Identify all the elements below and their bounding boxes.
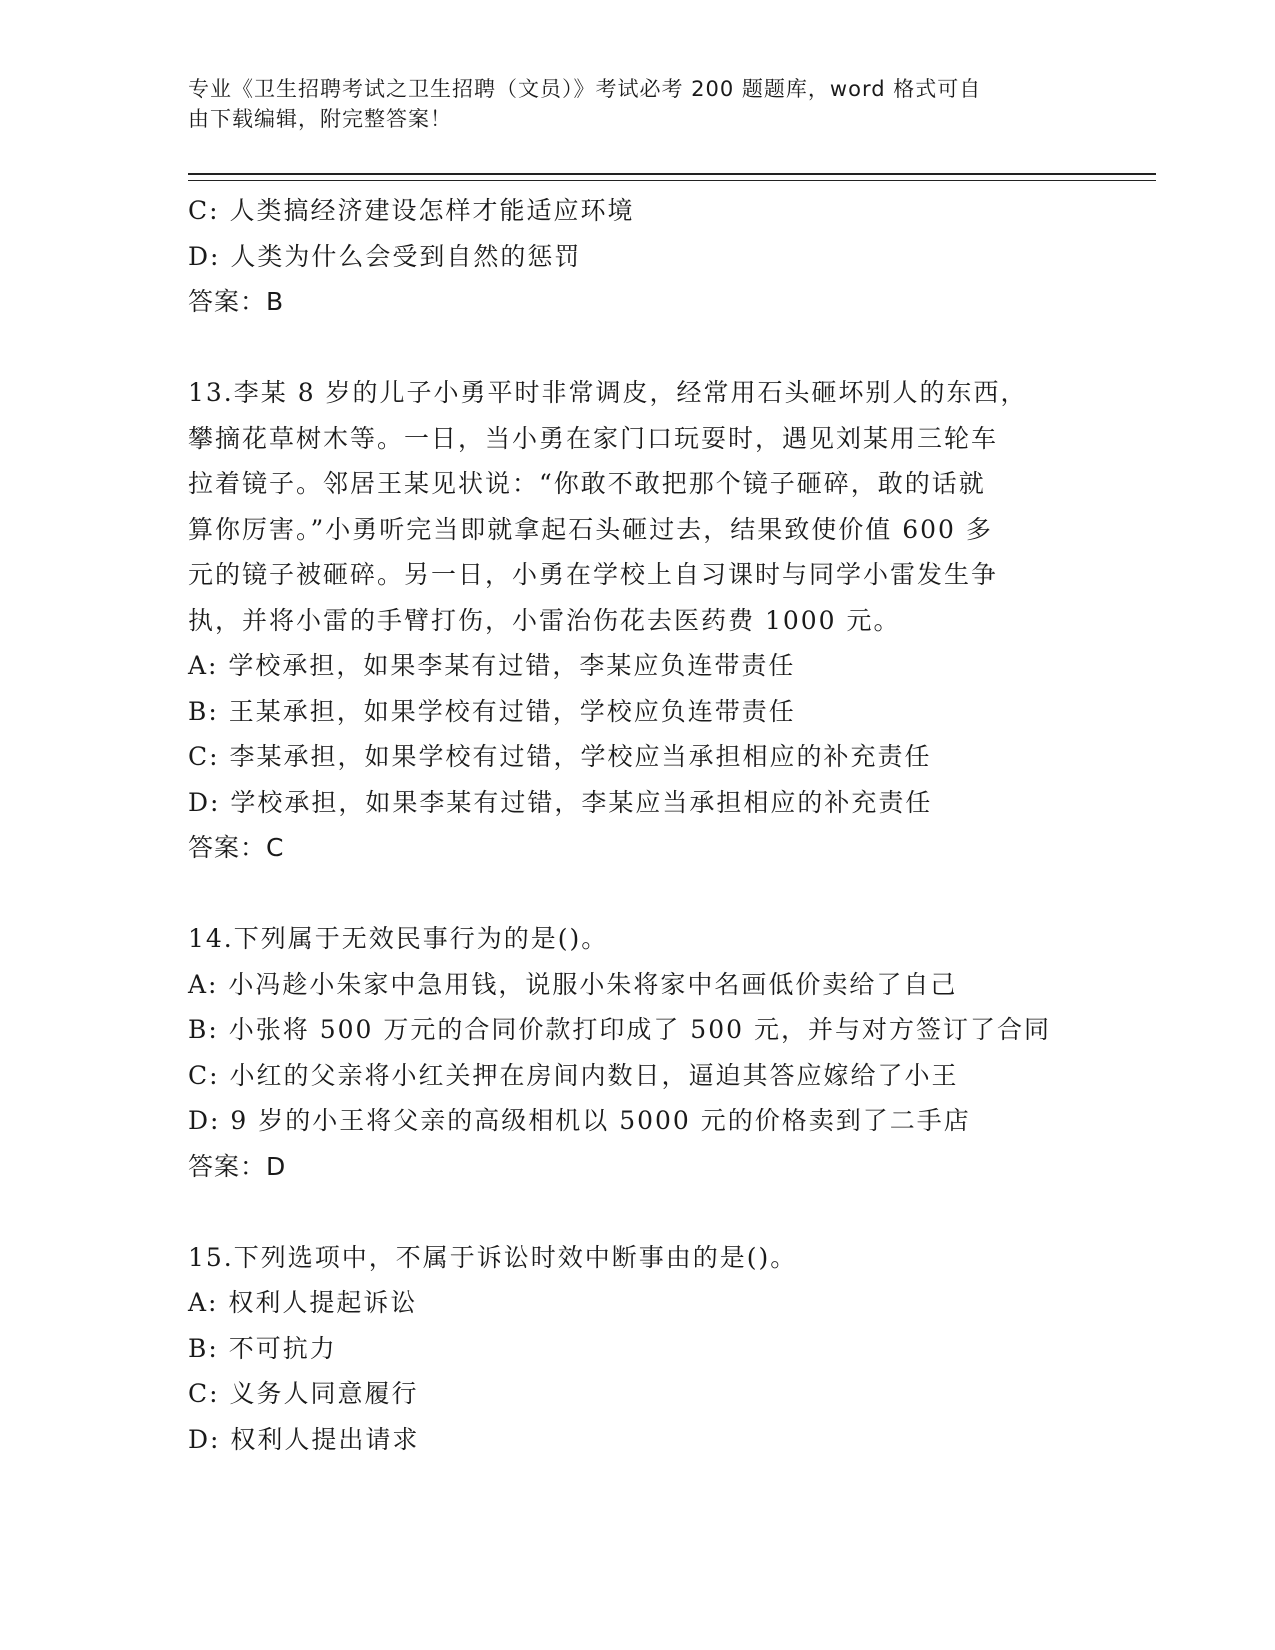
header-line-2: 由下载编辑，附完整答案！ — [188, 107, 452, 131]
question-14 — [188, 916, 1088, 1189]
question-stem-line: 元的镜子被砸碎。另一日，小勇在学校上自习课时与同学小雷发生争 — [188, 560, 999, 589]
header-divider-thin — [188, 180, 1156, 181]
question-15 — [188, 1235, 1088, 1463]
option-a: A: 权利人提起诉讼 — [188, 1288, 418, 1317]
question-stem-line: 执，并将小雷的手臂打伤，小雷治伤花去医药费 1000 元。 — [188, 605, 901, 635]
header-divider-thick — [188, 173, 1156, 175]
option-d: D: 权利人提出请求 — [188, 1424, 420, 1454]
option-c: C: 人类搞经济建设怎样才能适应环境 — [188, 196, 635, 225]
question-stem-line: 算你厉害。”小勇听完当即就拿起石头砸过去，结果致使价值 600 多 — [188, 514, 993, 544]
option-d: D: 学校承担，如果李某有过错，李某应当承担相应的补充责任 — [188, 787, 933, 817]
option-a: A: 小冯趁小朱家中急用钱，说服小朱将家中名画低价卖给了自己 — [188, 969, 958, 999]
spacer — [188, 1189, 1088, 1235]
answer-line: 答案：D — [188, 1151, 287, 1181]
answer-line: 答案：B — [188, 287, 285, 316]
header-line-1: 专业《卫生招聘考试之卫生招聘（文员）》考试必考 200 题题库，word 格式可自 — [188, 77, 982, 101]
option-b: B: 王某承担，如果学校有过错，学校应负连带责任 — [188, 696, 796, 726]
question-stem-line: 攀摘花草树木等。一日，当小勇在家门口玩耍时，遇见刘某用三轮车 — [188, 423, 999, 453]
question-13 — [188, 370, 1088, 871]
option-a: A: 学校承担，如果李某有过错，李某应负连带责任 — [188, 651, 796, 680]
option-c: C: 义务人同意履行 — [188, 1379, 419, 1408]
question-stem: 14.下列属于无效民事行为的是()。 — [188, 924, 609, 953]
question-stem-line: 13.李某 8 岁的儿子小勇平时非常调皮，经常用石头砸坏别人的东西， — [188, 378, 1028, 407]
option-b: B: 小张将 500 万元的合同价款打印成了 500 元，并与对方签订了合同 — [188, 1015, 1051, 1044]
document-content — [188, 188, 1088, 1462]
question-stem-line: 拉着镜子。邻居王某见状说：“你敢不敢把那个镜子砸碎，敢的话就 — [188, 469, 986, 498]
option-c: C: 小红的父亲将小红关押在房间内数日，逼迫其答应嫁给了小王 — [188, 1060, 959, 1090]
option-d: D: 人类为什么会受到自然的惩罚 — [188, 241, 582, 271]
question-12-tail — [188, 188, 1088, 325]
option-c: C: 李某承担，如果学校有过错，学校应当承担相应的补充责任 — [188, 742, 932, 771]
spacer — [188, 325, 1088, 371]
answer-line: 答案：C — [188, 833, 285, 862]
question-stem: 15.下列选项中，不属于诉讼时效中断事由的是()。 — [188, 1242, 798, 1272]
spacer — [188, 871, 1088, 917]
option-d: D: 9 岁的小王将父亲的高级相机以 5000 元的价格卖到了二手店 — [188, 1106, 971, 1135]
option-b: B: 不可抗力 — [188, 1333, 337, 1363]
document-header — [188, 74, 1068, 134]
